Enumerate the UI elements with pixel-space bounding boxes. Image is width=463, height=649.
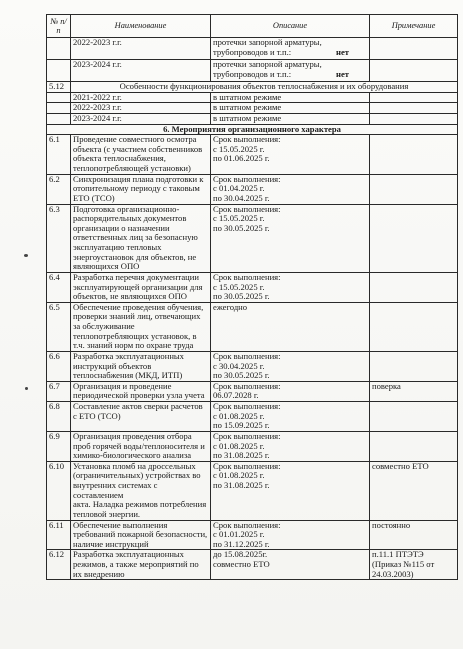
row-number: 6.8	[47, 402, 71, 432]
measure-deadline: Срок выполнения: с 15.05.2025 г. по 30.05.2025 г.	[211, 272, 370, 302]
measure-deadline: Срок выполнения: с 01.08.2025 г. по 31.08.2025 г.	[211, 431, 370, 461]
measure-note	[370, 351, 458, 381]
row-number: 6.6	[47, 351, 71, 381]
measure-note	[370, 302, 458, 351]
measure-name: Разработка эксплуатационных режимов, а также мероприятий по их внедрению	[71, 550, 211, 580]
measure-name: Проведение совместного осмотра объекта (с участием собственников объекта теплоснабжения, теплопотребляющей установки)	[71, 135, 211, 175]
period-cell: 2023-2024 г.г.	[71, 113, 211, 124]
section-title: Особенности функционирования объектов теплоснабжения и их оборудования	[71, 82, 458, 93]
measure-note: совместно ЕТО	[370, 461, 458, 520]
punch-hole-mark	[25, 387, 28, 390]
table-row	[47, 461, 458, 520]
table-row	[47, 381, 458, 401]
desc-cell: в штатном режиме	[211, 92, 370, 103]
row-number: 6.9	[47, 431, 71, 461]
table-row	[47, 135, 458, 175]
row-number: 6.1	[47, 135, 71, 175]
measure-deadline: Срок выполнения: с 01.08.2025 г. по 15.09.2025 г.	[211, 402, 370, 432]
row-number: 6.10	[47, 461, 71, 520]
result-value: нет	[336, 46, 349, 57]
measure-note	[370, 174, 458, 204]
punch-hole-mark	[24, 254, 28, 257]
period-cell: 2022-2023 г.г.	[71, 103, 211, 114]
period-cell: 2023-2024 г.г.	[71, 60, 211, 82]
section-row	[47, 124, 458, 135]
table-row	[47, 113, 458, 124]
measure-deadline: Срок выполнения: с 01.04.2025 г. по 30.04.2025 г.	[211, 174, 370, 204]
row-number: 6.11	[47, 520, 71, 550]
row-number: 6.3	[47, 204, 71, 272]
measure-note: постоянно	[370, 520, 458, 550]
desc-cell: протечки запорной арматуры, трубопроводов и т.п.: нет	[211, 38, 370, 60]
table-row	[47, 431, 458, 461]
desc-cell: в штатном режиме	[211, 113, 370, 124]
measure-deadline: Срок выполнения: с 30.04.2025 г. по 30.05.2025 г.	[211, 351, 370, 381]
table-body	[47, 38, 458, 580]
table-row	[47, 103, 458, 114]
measure-name: Организация и проведение периодической проверки узла учета	[71, 381, 211, 401]
measure-name: Обеспечение выполнения требований пожарной безопасности, наличие инструкций	[71, 520, 211, 550]
measure-deadline: ежегодно	[211, 302, 370, 351]
measure-name: Составление актов сверки расчетов с ЕТО (ТСО)	[71, 402, 211, 432]
table-row	[47, 60, 458, 82]
measure-note	[370, 204, 458, 272]
measure-note	[370, 135, 458, 175]
row-number: 6.4	[47, 272, 71, 302]
measure-note	[370, 431, 458, 461]
measure-name: Установка пломб на дроссельных (ограничительных) устройствах во внутренних системах с составлением акта. Наладка режимов потребления тепловой энергии.	[71, 461, 211, 520]
table-row	[47, 174, 458, 204]
table-row	[47, 520, 458, 550]
table-row	[47, 302, 458, 351]
measure-note: п.11.1 ПТЭТЭ (Приказ №115 от 24.03.2003)	[370, 550, 458, 580]
measures-table	[46, 14, 458, 580]
measure-name: Синхронизация плана подготовки к отопительному периоду с таковым ЕТО (ТСО)	[71, 174, 211, 204]
period-cell: 2021-2022 г.г.	[71, 92, 211, 103]
measure-note: поверка	[370, 381, 458, 401]
measure-name: Обеспечение проведения обучения, проверки знаний лиц, отвечающих за обслуживание теплопотребляющих установок, в т.ч. знаний норм по охране труда	[71, 302, 211, 351]
measure-deadline: Срок выполнения: 06.07.2028 г.	[211, 381, 370, 401]
section-title: 6. Мероприятия организационного характера	[47, 124, 458, 135]
row-number: 6.12	[47, 550, 71, 580]
measure-name: Подготовка организационно- распорядительных документов организации о назначении ответственных лиц за безопасную эксплуатацию тепловых энергоустановок для объектов, не являющихся ОПО	[71, 204, 211, 272]
table-row	[47, 92, 458, 103]
row-number: 5.12	[47, 82, 71, 93]
measure-note	[370, 402, 458, 432]
header-name: Наименование	[71, 15, 211, 38]
table-row	[47, 402, 458, 432]
desc-cell: протечки запорной арматуры, трубопроводов и т.п.: нет	[211, 60, 370, 82]
measure-deadline: Срок выполнения: с 15.05.2025 г. по 01.06.2025 г.	[211, 135, 370, 175]
result-value: нет	[336, 68, 349, 79]
measure-name: Организация проведения отбора проб горячей воды/теплоносителя и химико-биологического анализа	[71, 431, 211, 461]
measure-deadline: Срок выполнения: с 01.01.2025 г. по 31.12.2025 г.	[211, 520, 370, 550]
measure-note	[370, 272, 458, 302]
measure-deadline: Срок выполнения: с 15.05.2025 г. по 30.05.2025 г.	[211, 204, 370, 272]
measure-deadline: до 15.08.2025г. совместно ЕТО	[211, 550, 370, 580]
section-row	[47, 82, 458, 93]
header-note: Примечание	[370, 15, 458, 38]
measure-name: Разработка перечня документации эксплуатирующей организации для объектов, не являющихся ОПО	[71, 272, 211, 302]
header-desc: Описание	[211, 15, 370, 38]
table-row	[47, 351, 458, 381]
measure-name: Разработка эксплуатационных инструкций объектов теплоснабжения (МКД, ИТП)	[71, 351, 211, 381]
row-number: 6.5	[47, 302, 71, 351]
row-number: 6.2	[47, 174, 71, 204]
desc-cell: в штатном режиме	[211, 103, 370, 114]
table-row	[47, 272, 458, 302]
period-cell: 2022-2023 г.г.	[71, 38, 211, 60]
table-row	[47, 38, 458, 60]
table-header-row	[47, 15, 458, 38]
table-row	[47, 204, 458, 272]
header-num: № п/п	[47, 15, 71, 38]
row-number: 6.7	[47, 381, 71, 401]
table-row	[47, 550, 458, 580]
measure-deadline: Срок выполнения: с 01.08.2025 г. по 31.08.2025 г.	[211, 461, 370, 520]
